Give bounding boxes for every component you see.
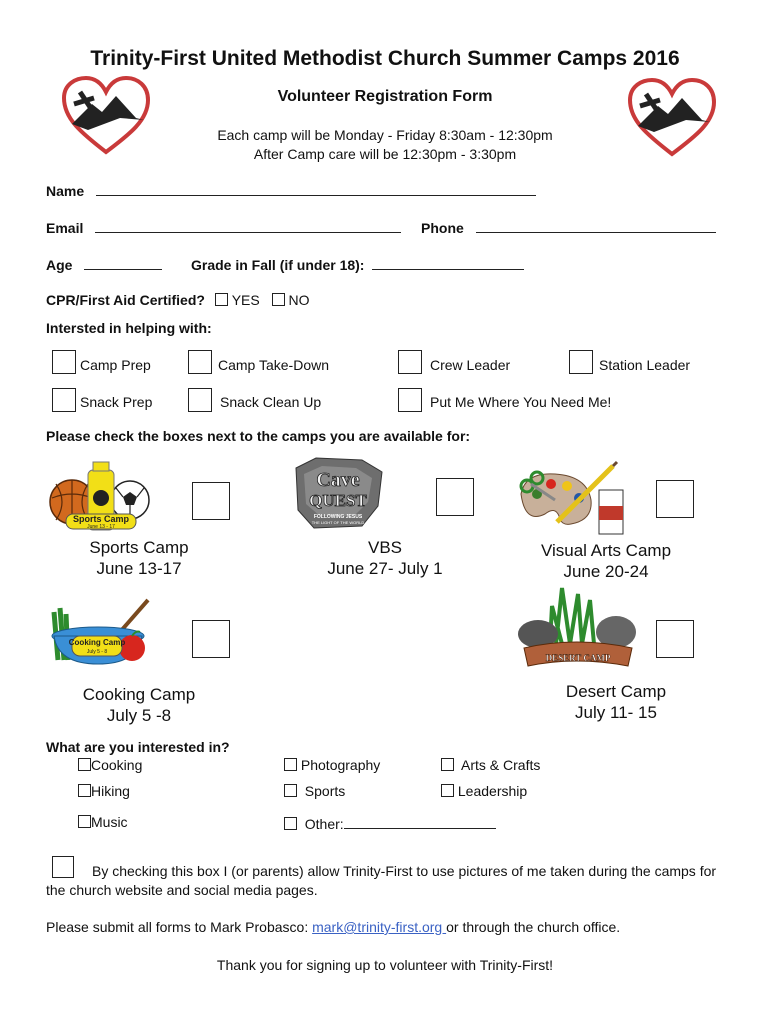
vbs-checkbox[interactable] [436,478,474,516]
snack-clean-up-checkbox[interactable] [188,388,212,412]
schedule-line-2: After Camp care will be 12:30pm - 3:30pm [253,146,517,162]
visual-arts-checkbox[interactable] [656,480,694,518]
interest-music-label: Music [91,814,128,830]
age-row [46,255,162,273]
desert-camp-caption [546,681,686,723]
interest-music-checkbox[interactable] [78,815,91,828]
vbs-logo-sub: FOLLOWING JESUS [313,514,363,520]
interest-arts-crafts-label: Arts & Crafts [461,757,541,773]
put-me-where-checkbox[interactable] [398,388,422,412]
cooking-logo-sub: July 5 - 8 [86,649,108,655]
grade-label: Grade in Fall (if under 18): [191,257,365,273]
age-field[interactable] [84,255,162,270]
interest-other [284,814,496,832]
interest-music [78,814,128,830]
snack-prep-checkbox[interactable] [52,388,76,412]
grade-row [191,255,524,273]
cpr-row [46,292,310,308]
crew-leader-checkbox[interactable] [398,350,422,374]
visual-arts-logo [515,460,627,540]
desert-camp-name: Desert Camp [565,682,667,701]
schedule-line-1: Each camp will be Monday - Friday 8:30am - 12:30pm [217,127,553,143]
phone-row [421,218,716,236]
vbs-name: VBS [367,538,403,557]
interest-sports-label: Sports [304,783,346,799]
sports-logo-text: Sports Camp [72,514,130,524]
interest-photography-checkbox[interactable] [284,758,297,771]
interest-hiking-label: Hiking [91,783,130,799]
sports-logo-sub: June 13 - 17 [87,524,115,530]
cooking-camp-name: Cooking Camp [82,685,196,704]
interest-leadership-checkbox[interactable] [441,784,454,797]
cpr-yes-label: YES [231,292,260,308]
desert-camp-checkbox[interactable] [656,620,694,658]
camp-prep-label: Camp Prep [80,357,151,373]
sports-camp-logo [48,460,152,534]
cpr-label: CPR/First Aid Certified? [46,292,205,308]
interest-leadership [441,783,527,799]
page-title: Trinity-First United Methodist Church Summer Camps 2016 [90,47,680,70]
interest-arts-crafts-checkbox[interactable] [441,758,454,771]
grade-field[interactable] [372,255,524,270]
interest-cooking-label: Cooking [91,757,143,773]
camp-take-down-label: Camp Take-Down [218,357,330,373]
interest-leadership-label: Leadership [457,783,528,799]
sports-camp-checkbox[interactable] [192,482,230,520]
visual-arts-dates: June 20-24 [563,562,649,581]
interest-photography-label: Photography [300,757,381,773]
contact-email-link[interactable]: mark@trinity-first.org [312,919,447,935]
cooking-camp-checkbox[interactable] [192,620,230,658]
cooking-camp-caption [60,684,218,726]
interest-photography [284,757,380,773]
vbs-logo-cave: Cave [316,469,360,491]
desert-logo-text: DESERT CAMP [545,653,611,663]
photo-consent-text: By checking this box I (or parents) allow Trinity-First to use pictures of me taken during the camps for the church website and social media pages. [46,863,717,898]
interest-sports-checkbox[interactable] [284,784,297,797]
interest-cooking [78,757,142,773]
name-field[interactable] [96,181,536,196]
interest-hiking-checkbox[interactable] [78,784,91,797]
email-field[interactable] [95,218,401,233]
cpr-no-checkbox[interactable] [272,293,285,306]
name-row [46,181,536,199]
interest-cooking-checkbox[interactable] [78,758,91,771]
helping-heading: Intersted in helping with: [46,320,212,336]
vbs-logo-quest: QUEST [309,491,367,510]
form-subtitle: Volunteer Registration Form [277,88,493,105]
crew-leader-label: Crew Leader [430,357,511,373]
submit-instructions [46,918,620,937]
email-row [46,218,401,236]
cpr-no-label: NO [288,292,310,308]
station-leader-label: Station Leader [599,357,691,373]
interest-sports [284,783,345,799]
camps-heading: Please check the boxes next to the camps you are available for: [46,428,471,444]
age-label: Age [46,257,73,273]
cpr-yes-checkbox[interactable] [215,293,228,306]
sports-camp-caption [64,537,214,579]
email-label: Email [46,220,84,236]
interest-hiking [78,783,130,799]
interests-heading: What are you interested in? [46,739,230,755]
interest-arts-crafts [441,757,540,773]
cooking-logo-text: Cooking Camp [68,638,126,647]
desert-camp-logo [516,586,638,672]
camp-prep-checkbox[interactable] [52,350,76,374]
vbs-dates: June 27- July 1 [327,559,443,578]
camp-take-down-checkbox[interactable] [188,350,212,374]
visual-arts-name: Visual Arts Camp [540,541,672,560]
heart-logo-left [60,74,152,156]
put-me-where-label: Put Me Where You Need Me! [430,394,612,410]
cooking-camp-dates: July 5 -8 [106,706,172,725]
visual-arts-caption [520,540,692,582]
vbs-logo [292,454,386,534]
interest-other-field[interactable] [344,814,496,829]
submit-after: or through the church office. [446,919,621,935]
submit-before: Please submit all forms to Mark Probasco: [46,919,313,935]
name-label: Name [46,183,85,199]
phone-field[interactable] [476,218,716,233]
station-leader-checkbox[interactable] [569,350,593,374]
sports-camp-name: Sports Camp [89,538,189,557]
phone-label: Phone [421,220,464,236]
vbs-caption [300,537,470,579]
sports-camp-dates: June 13-17 [96,559,182,578]
interest-other-label: Other: [304,816,344,832]
thank-you-text: Thank you for signing up to volunteer with Trinity-First! [216,957,554,973]
snack-clean-up-label: Snack Clean Up [220,394,322,410]
interest-other-checkbox[interactable] [284,817,297,830]
snack-prep-label: Snack Prep [80,394,153,410]
vbs-logo-sub2: THE LIGHT OF THE WORLD [311,520,365,525]
desert-camp-dates: July 11- 15 [575,703,657,722]
cooking-camp-logo [46,598,152,668]
